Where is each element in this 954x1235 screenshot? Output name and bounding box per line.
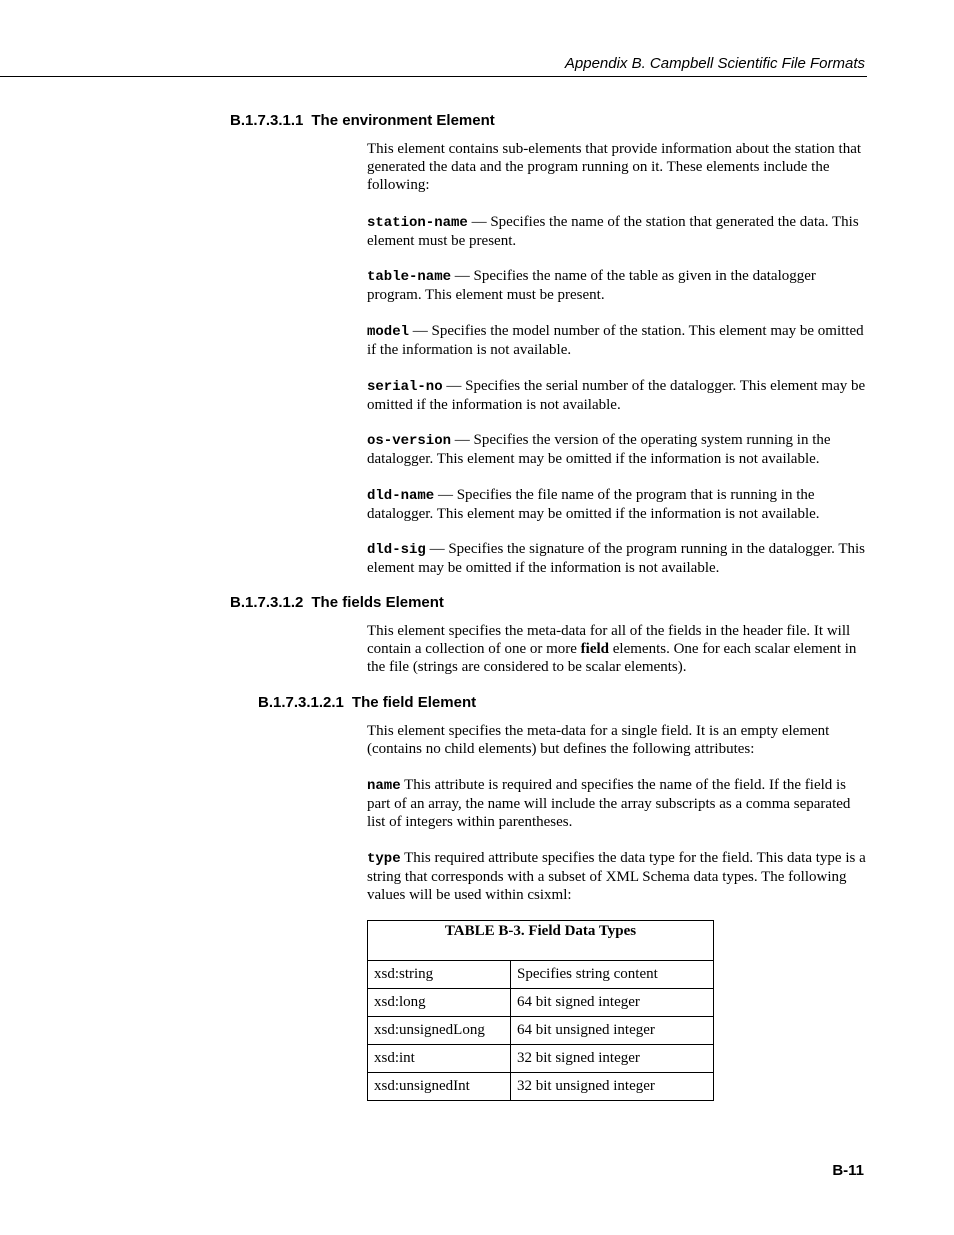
- fields-description: [367, 622, 867, 676]
- table-cell-description: 64 bit unsigned integer: [511, 1017, 714, 1045]
- page-number: B-11: [832, 1162, 864, 1179]
- section-number: B.1.7.3.1.1: [230, 112, 304, 129]
- text: elements. One for each scalar element in the file (strings are considered to be scalar elements).: [367, 641, 857, 675]
- description: Specifies the name of the station that generated the data. This element must be present.: [367, 214, 859, 249]
- env-item-serial-no: [367, 377, 867, 414]
- env-item-dld-sig: [367, 540, 867, 577]
- section-number: B.1.7.3.1.2: [230, 594, 304, 611]
- bold-term: field: [580, 641, 610, 657]
- description: This attribute is required and specifies the name of the field. If the field is part of an array, the name will include the array subscripts as a comma separated list of integers within parentheses.: [367, 777, 851, 830]
- term: name: [367, 778, 401, 794]
- table-cell-type: xsd:unsignedInt: [368, 1073, 511, 1101]
- field-attr-type: [367, 849, 867, 904]
- description: Specifies the model number of the station. This element may be omitted if the information is not available.: [367, 323, 864, 358]
- table-cell-description: 32 bit signed integer: [511, 1045, 714, 1073]
- table-cell-description: 64 bit signed integer: [511, 989, 714, 1017]
- text: This element specifies the meta-data for all of the fields in the header file. It will contain a collection of one or more: [367, 623, 851, 657]
- field-intro: [367, 722, 867, 758]
- header-rule: [0, 76, 867, 77]
- dash: —: [434, 487, 457, 503]
- description: Specifies the serial number of the datalogger. This element may be omitted if the information is not available.: [367, 378, 866, 413]
- description: Specifies the version of the operating system running in the datalogger. This element may be omitted if the information is not available.: [367, 432, 831, 467]
- running-header: Appendix B. Campbell Scientific File Formats: [564, 55, 865, 72]
- env-item-table-name: [367, 267, 867, 304]
- section-heading-environment: [230, 112, 495, 129]
- table-row: [368, 1017, 714, 1045]
- term: model: [367, 324, 410, 340]
- table-cell-type: xsd:unsignedLong: [368, 1017, 511, 1045]
- field-attr-name: [367, 776, 867, 831]
- section-number: B.1.7.3.1.2.1: [258, 694, 344, 711]
- env-item-os-version: [367, 431, 867, 468]
- term: os-version: [367, 433, 452, 449]
- environment-intro: [367, 140, 867, 194]
- description: This required attribute specifies the data type for the field. This data type is a string that corresponds with a subset of XML Schema data types. The following values will be used within csixml:: [367, 850, 866, 903]
- section-title: The fields Element: [311, 594, 444, 611]
- table-row: [368, 961, 714, 989]
- paragraph: This element specifies the meta-data for a single field. It is an empty element (contains no child elements) but defines the following attributes:: [367, 723, 830, 757]
- table-cell-type: xsd:string: [368, 961, 511, 989]
- dash: —: [451, 268, 474, 284]
- dash: —: [409, 323, 432, 339]
- table-cell-description: Specifies string content: [511, 961, 714, 989]
- term: table-name: [367, 269, 452, 285]
- term: station-name: [367, 215, 468, 231]
- section-title: The field Element: [351, 694, 477, 711]
- table-cell-type: xsd:long: [368, 989, 511, 1017]
- term: type: [367, 851, 401, 867]
- dash: —: [425, 541, 449, 557]
- term: dld-name: [367, 488, 435, 504]
- description: Specifies the name of the table as given in the datalogger program. This element must be present.: [367, 268, 816, 303]
- dash: —: [451, 432, 474, 448]
- dash: —: [442, 378, 466, 394]
- description: Specifies the signature of the program running in the datalogger. This element may be omitted if the information is not available.: [367, 541, 866, 576]
- table-row: [368, 1073, 714, 1101]
- table-cell-description: 32 bit unsigned integer: [511, 1073, 714, 1101]
- table-cell-type: xsd:int: [368, 1045, 511, 1073]
- env-item-dld-name: [367, 486, 867, 523]
- section-heading-field: [258, 694, 476, 711]
- description: Specifies the file name of the program that is running in the datalogger. This element may be omitted if the information is not available.: [367, 487, 820, 522]
- table-row: [368, 989, 714, 1017]
- paragraph: This element contains sub-elements that provide information about the station that generated the data and the program running on it. These elements include the following:: [367, 141, 862, 193]
- env-item-model: [367, 322, 867, 359]
- section-title: The environment Element: [311, 112, 495, 129]
- table-row: [368, 1045, 714, 1073]
- term: serial-no: [367, 379, 443, 395]
- table-caption-row: [368, 921, 714, 961]
- section-heading-fields: [230, 594, 444, 611]
- term: dld-sig: [367, 542, 426, 558]
- dash: —: [467, 214, 491, 230]
- env-item-station-name: [367, 213, 867, 250]
- field-data-types-table: [367, 920, 714, 1101]
- table-caption: TABLE B-3. Field Data Types: [368, 921, 714, 961]
